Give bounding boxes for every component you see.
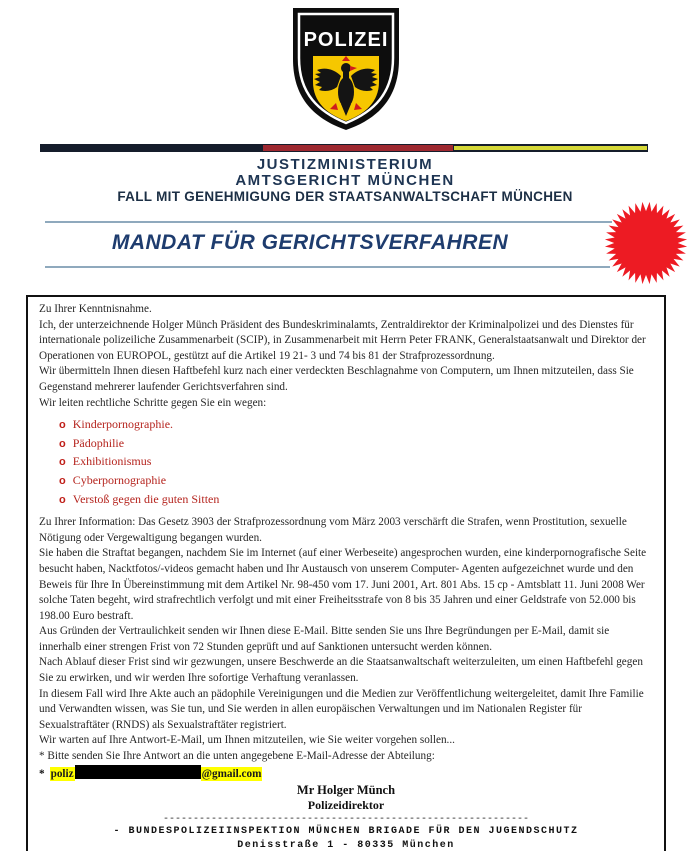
flag-segment-red — [262, 145, 453, 151]
email-domain: @gmail.com — [201, 767, 262, 780]
charge-label: Cyberpornographie — [72, 472, 167, 487]
dashed-divider: ------------------------------------------------------------- — [162, 814, 530, 826]
org-name-court: AMTSGERICHT MÜNCHEN — [235, 172, 455, 189]
paragraph-warrant: Wir übermitteln Ihnen diesen Haftbefehl kurz nach einer verdeckten Beschlagnahme von Computern, um Ihnen mitzuteilen, dass Sie Gegenstand mehrerer laufender Gerichtsverfahren sind. — [39, 365, 634, 393]
org-name-ministry: JUSTIZMINISTERIUM — [256, 156, 434, 173]
title-rule-top — [45, 221, 612, 223]
paragraph-awaiting-reply: Wir warten auf Ihre Antwort-E-Mail, um Ihnen mitzuteilen, wie Sie weiter vorgehen sollen... — [39, 734, 455, 747]
charge-item — [59, 436, 653, 453]
email-prefix: poliz — [50, 767, 74, 780]
signature-title: Polizeidirektor — [307, 798, 385, 813]
charge-item — [59, 473, 653, 490]
email-asterisk: * — [39, 767, 45, 780]
email-redaction-box — [75, 765, 201, 779]
org-approval-line: FALL MIT GENEHMIGUNG DER STAATSANWALTSCHAFT MÜNCHEN — [117, 189, 573, 204]
charge-label: Pädophilie — [72, 435, 125, 450]
signature-name: Mr Holger Münch — [296, 783, 396, 798]
badge-label: POLIZEI — [303, 29, 389, 51]
charge-bullet-icon: o — [59, 474, 66, 487]
charge-item — [59, 454, 653, 471]
charges-list — [59, 417, 653, 508]
german-flag-bar — [40, 144, 648, 152]
paragraph-consequences: In diesem Fall wird Ihre Akte auch an pädophile Vereinigungen und die Medien zur Veröffentlichung weitergeleitet, damit Ihre Familie und Verwandten wissen, was Sie tun, und Sie werden in allen europäischen Verwaltungen und im Nationalen Register für Sexualstraftäter (RNDS) als Sexualstraftäter registriert. — [39, 687, 644, 731]
letter-body — [26, 295, 666, 851]
paragraph-confidentiality: Aus Gründen der Vertraulichkeit senden wir Ihnen diese E-Mail. Bitte senden Sie uns Ihre Begründungen per E-Mail, damit sie innerhalb einer strengen Frist von 72 Stunden geprüft und auf Sanktionen untersucht werden können. — [39, 625, 610, 653]
letterhead — [0, 157, 690, 205]
charge-label: Verstoß gegen die guten Sitten — [72, 491, 220, 506]
polizei-badge-icon — [287, 4, 405, 134]
paragraph-reply-instruction: * Bitte senden Sie Ihre Antwort an die unten angegebene E-Mail-Adresse der Abteilung: — [39, 750, 435, 763]
footer-address-line: Denisstraße 1 - 80335 München — [237, 840, 455, 851]
paragraph-offense-details: Sie haben die Straftat begangen, nachdem Sie im Internet (auf einer Werbeseite) angesprochen wurden, eine kinderpornografische Seite besucht haben, Nacktfotos/-videos gemacht haben und Ihr Austausch von unserem Computer- Agenten aufgezeichnet wurde und den Beweis für Ihre In Übereinstimmung mit dem Artikel Nr. 98-450 vom 17. Juni 2001, Art. 801 Abs. 15 cp - Amtsblatt 11. Juni 2008 Wer solche Taten begeht, wird strafrechtlich verfolgt und mit einer Freiheitsstrafe von 8 bis 35 Jahren und einer Geldstrafe von 52.000 bis 198.00 Euro bestraft. — [39, 547, 647, 622]
charge-bullet-icon: o — [59, 493, 66, 506]
charge-item — [59, 417, 653, 434]
charge-label: Exhibitionismus — [72, 454, 152, 469]
paragraph-law-info: Zu Ihrer Information: Das Gesetz 3903 der Strafprozessordnung vom März 2003 verschärft die Strafen, wenn Prostitution, sexuelle Nötigung oder Vergewaltigung begangen wurden. — [39, 516, 627, 544]
flag-segment-gold — [453, 145, 647, 151]
charge-item — [59, 492, 653, 509]
charge-bullet-icon: o — [59, 437, 66, 450]
paragraph-legal-action: Wir leiten rechtliche Schritte gegen Sie ein wegen: — [39, 396, 267, 409]
footer-inspection-line: - BUNDESPOLIZEIINSPEKTION MÜNCHEN BRIGADE FÜR DEN JUGENDSCHUTZ — [113, 826, 579, 838]
title-rule-bottom — [45, 266, 610, 268]
document-title: MANDAT FÜR GERICHTSVERFAHREN — [111, 231, 509, 254]
red-seal-icon — [603, 200, 689, 286]
paragraph-deadline: Nach Ablauf dieser Frist sind wir gezwungen, unsere Beschwerde an die Staatsanwaltschaft weiterzuleiten, um einen Haftbefehl gegen Sie zu erwirken, und wir werden Ihre sofortige Verhaftung veranlassen. — [39, 656, 643, 685]
paragraph-notice: Zu Ihrer Kenntnisnahme. — [39, 303, 152, 315]
email-line — [39, 765, 653, 783]
seal-starburst — [605, 202, 687, 284]
charge-bullet-icon: o — [59, 456, 66, 469]
charge-label: Kinderpornographie. — [72, 417, 174, 432]
signature-block — [39, 783, 653, 812]
flag-segment-black — [41, 145, 262, 151]
paragraph-introduction: Ich, der unterzeichnende Holger Münch Präsident des Bundeskriminalamts, Zentraldirektor der Kriminalpolizei und des Dienstes für internationale polizeiliche Zusammenarbeit (SCIP), in Zusammenarbeit mit Herrn Peter FRANK, Generalstaatsanwalt und Direktor der Operationen von EUROPOL, gestützt auf die Artikel 19 21- 3 und 74 bis 81 der Strafprozessordnung. — [39, 318, 646, 362]
charge-bullet-icon: o — [59, 419, 66, 432]
